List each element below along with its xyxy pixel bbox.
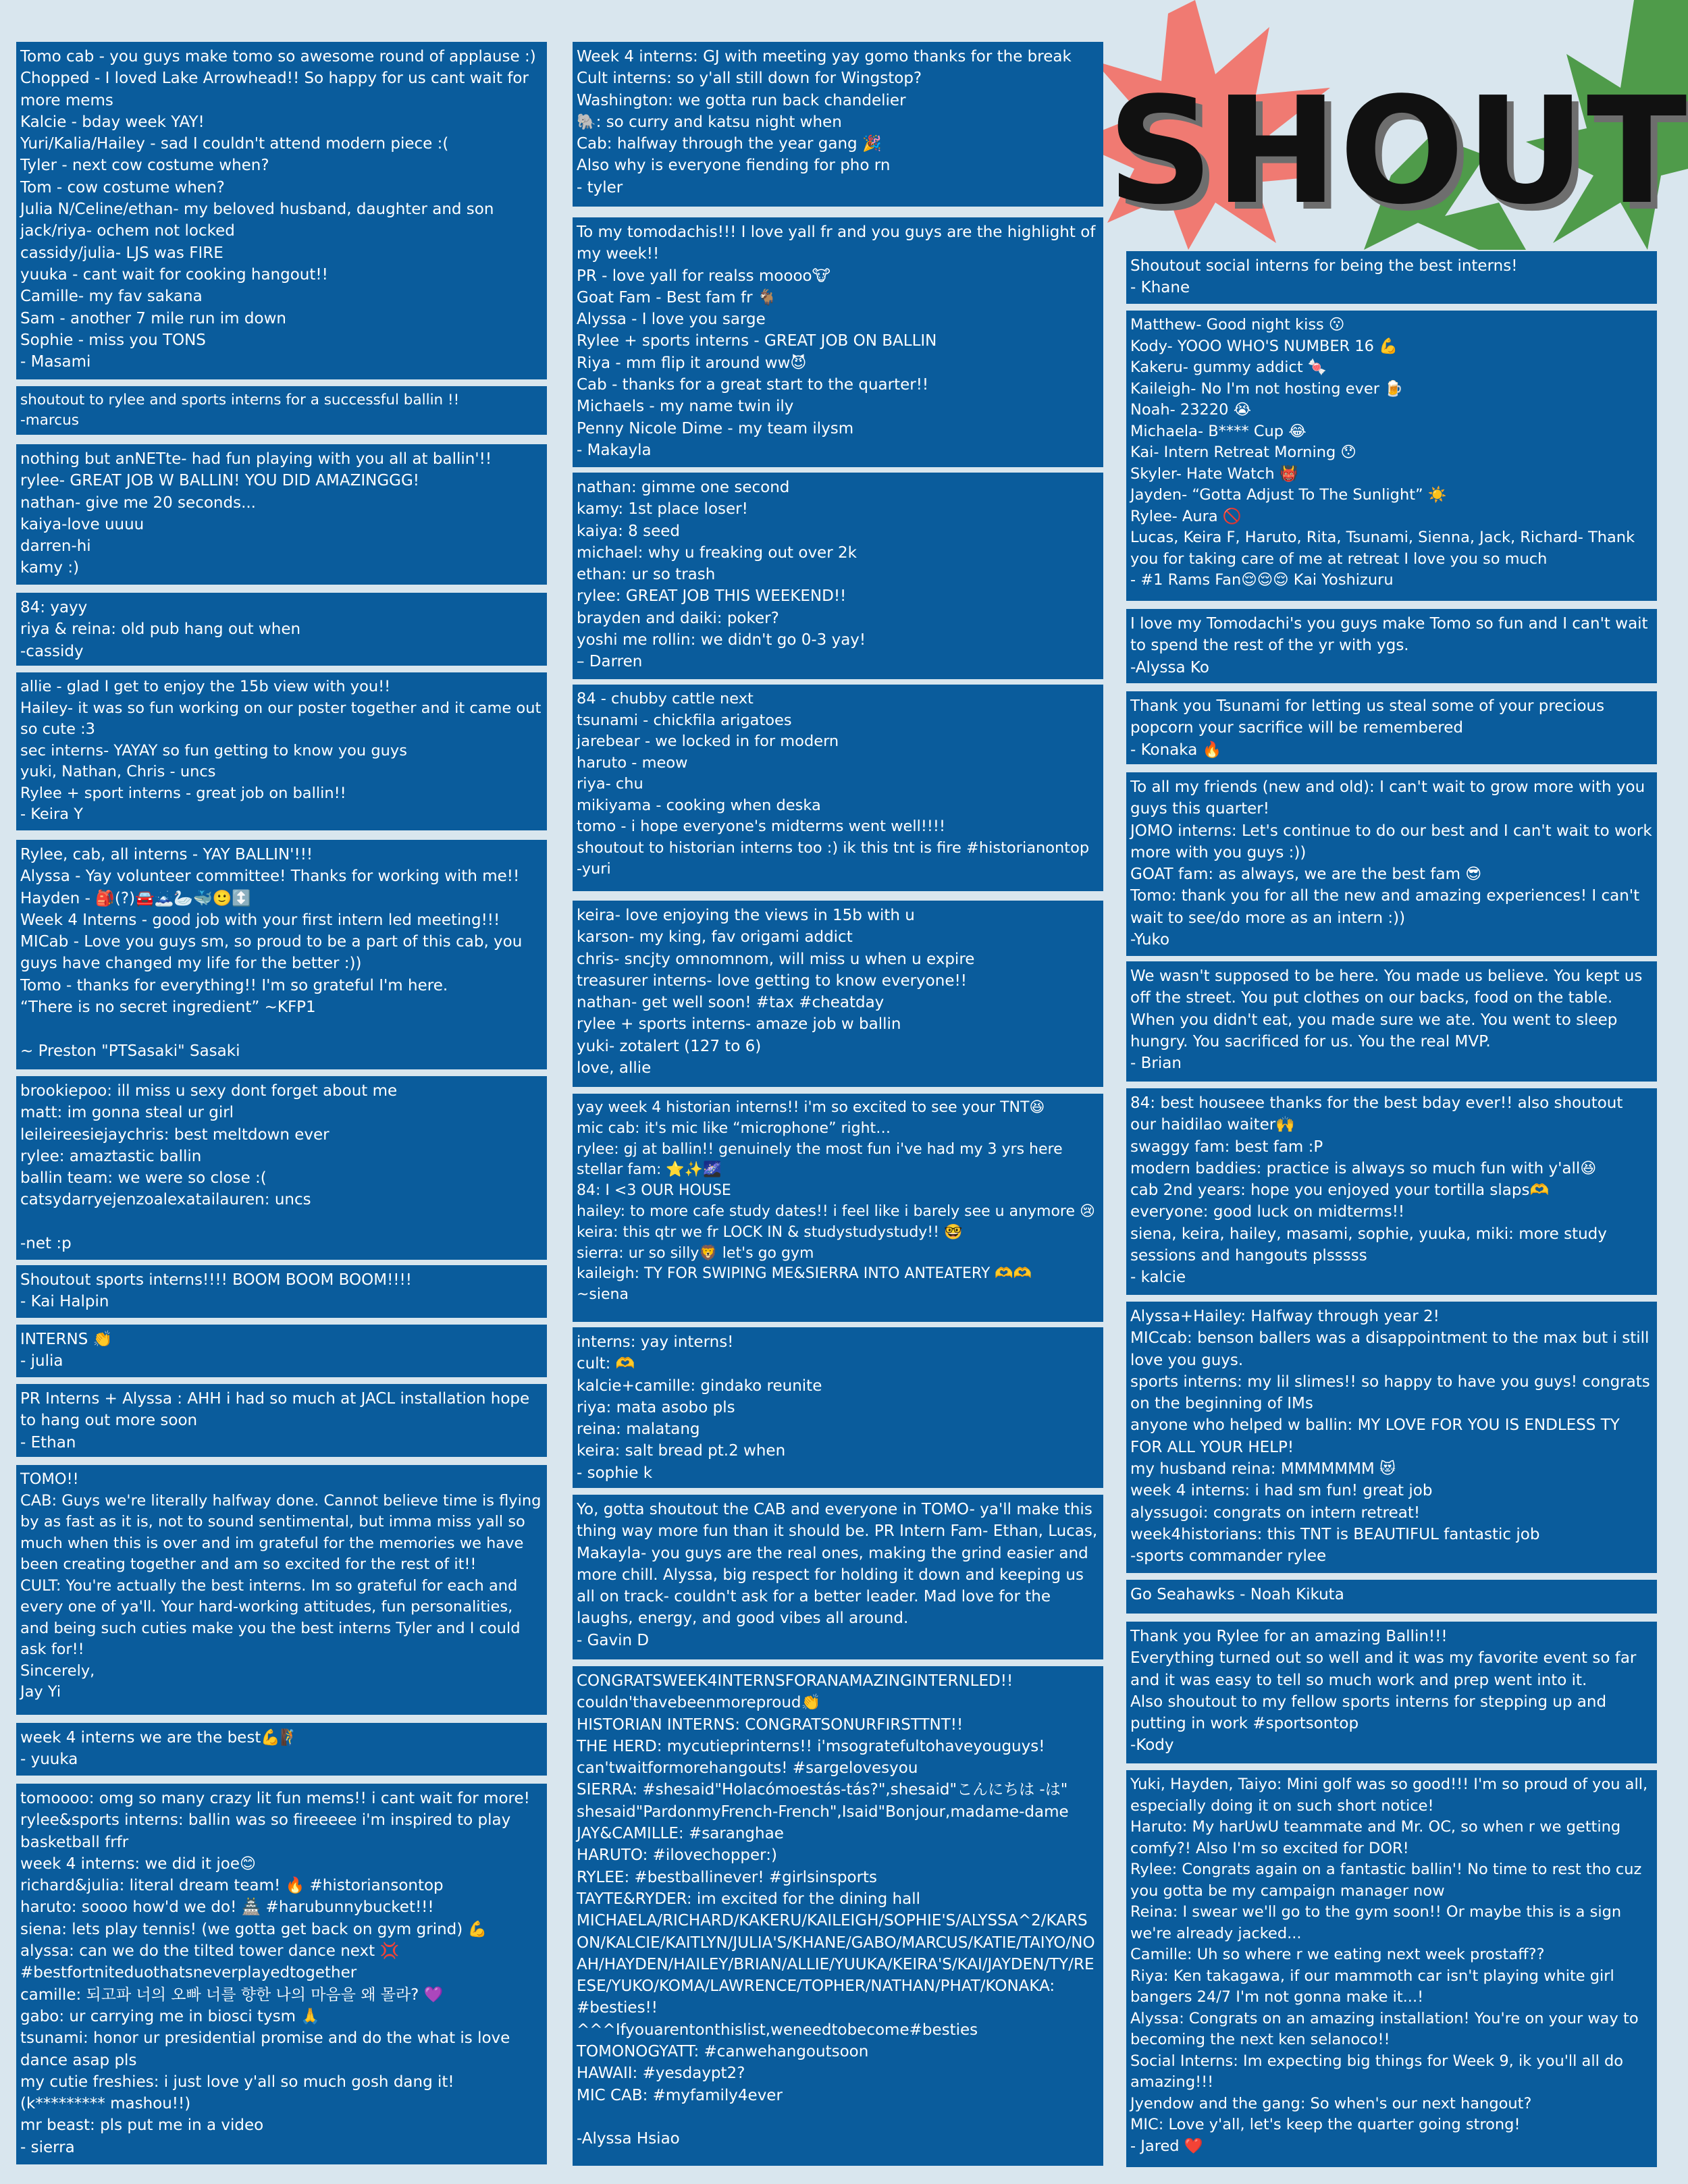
shoutout-card bbox=[1126, 1580, 1657, 1614]
shoutout-text: Rylee, cab, all interns - YAY BALLIN'!!! Alyssa - Yay volunteer committee! Thanks for working with me!! Hayden - 🎒(?)🚘🗻🦢🐳🙂↕️ Week 4 Interns - good job with your first intern led meeting!!! MICab - Love you guys sm, so proud to be a part of this cab, you guys have changed my life for the better :)) Tomo - thanks for everything!! I'm so grateful I'm here. “There is no secret ingredient” ~KFP1 ~ Preston "PTSasaki" Sasaki bbox=[20, 846, 523, 1060]
shout-title: SHOUT bbox=[1107, 66, 1688, 237]
shoutout-card bbox=[16, 1265, 547, 1318]
shoutout-card bbox=[16, 1384, 547, 1457]
shoutout-text: Go Seahawks - Noah Kikuta bbox=[1130, 1586, 1344, 1603]
shoutout-card bbox=[573, 1495, 1103, 1659]
shoutout-card bbox=[16, 1076, 547, 1260]
shoutout-card bbox=[16, 386, 547, 435]
shoutout-card bbox=[573, 42, 1103, 207]
shoutout-text: Tomo cab - you guys make tomo so awesome round of applause :) Chopped - I loved Lake Arrowhead!! So happy for us cant wait for more mems Kalcie - bday week YAY! Yuri/Kalia/Hailey - sad I couldn't attend modern piece :( Tyler - next cow costume when? Tom - cow costume when? Julia N/Celine/ethan- my beloved husband, daughter and son jack/riya- ochem not locked cassidy/julia- LJS was FIRE yuuka - cant wait for cooking hangout!! Camille- my fav sakana Sam - another 7 mile run im down Sophie - miss you TONS - Masami bbox=[20, 48, 536, 371]
shoutout-text: CONGRATSWEEK4INTERNSFORANAMAZINGINTERNLED!! couldn'thavebeenmoreproud👏 HISTORIAN INTERNS: CONGRATSONURFIRSTTNT!! THE HERD: mycutieprinterns!! i'msogratefultohaveyouguys! can'twaitformorehangouts! #sargelovesyou SIERRA: #shesaid"Holacómoestás-tás?",shesaid"こんにちは -は" shesaid"PardonmyFrench-French",Isaid"Bonjour,madame-dame JAY&CAMILLE: #saranghae HARUTO: #ilovechopper:) RYLEE: #bestballinever! #girlsinsports TAYTE&RYDER: im excited for the dining hall MICHAELA/RICHARD/KAKERU/KAILEIGH/SOPHIE'S/ALYSSA^2/KARSON/KALCIE/KAITLYN/JULIA'S/KHANE/GABO/MARCUS/KATIE/TAIYO/NOAH/HAYDEN/HAILEY/BRIAN/ALLIE/YUUKA/KEIRA'S/KAI/JAYDEN/TY/REESE/YUKO/KOMA/LAWRENCE/TOPHER/NATHAN/PHAT/KONAKA: #besties!! ^^^Ifyouarentonthislist,weneedtobecome#besties TOMONOGYATT: #canwehangoutsoon HAWAII: #yesdaypt2? MIC CAB: #myfamily4ever -Alyssa Hsiao bbox=[577, 1672, 1095, 2148]
shoutout-text: Matthew- Good night kiss 😗 Kody- YOOO WHO'S NUMBER 16 💪 Kakeru- gummy addict 🍬 Kaileigh- No I'm not hosting ever 🍺 Noah- 23220 😭 Michaela- B**** Cup 😂 Kai- Intern Retreat Morning 😯 Skyler- Hate Watch 👹 Jayden- “Gotta Adjust To The Sunlight” ☀️ Rylee- Aura 🚫 Lucas, Keira F, Haruto, Rita, Tsunami, Sienna, Jack, Richard- Thank you for taking care of me at retreat I love you so much - #1 Rams Fan😌😌😌 Kai Yoshizuru bbox=[1130, 316, 1635, 589]
shoutout-card bbox=[16, 593, 547, 666]
shoutout-text: keira- love enjoying the views in 15b with u karson- my king, fav origami addict chris- sncjty omnomnom, will miss u when u expire treasurer interns- love getting to know everyone!! nathan- get well soon! #tax #cheatday rylee + sports interns- amaze job w ballin yuki- zotalert (127 to 6) love, allie bbox=[577, 907, 975, 1077]
shoutout-card bbox=[573, 473, 1103, 679]
shoutout-card bbox=[573, 901, 1103, 1087]
shoutout-text: TOMO!! CAB: Guys we're literally halfway done. Cannot believe time is flying by as fast as it is, not to sound sentimental, but imma miss yall so much when this is over and im grateful for the memories we have been creating together and am so excited for the rest of it!! CULT: You're actually the best interns. Im so grateful for each and every one of ya'll. Your hard-working attitudes, fun personalities, and being such cuties make you the best interns Tyler and I could ask for!! Sincerely, Jay Yi bbox=[20, 1470, 542, 1701]
shoutout-card bbox=[16, 444, 547, 585]
shoutout-card bbox=[1126, 772, 1657, 956]
shoutout-card bbox=[573, 1666, 1103, 2166]
shoutout-card bbox=[1126, 691, 1657, 764]
shoutout-text: INTERNS 👏 - julia bbox=[20, 1331, 113, 1370]
shoutout-text: interns: yay interns! cult: 🫶 kalcie+camille: gindako reunite riya: mata asobo pls reina: malatang keira: salt bread pt.2 when - sophie k bbox=[577, 1333, 822, 1482]
shoutout-card bbox=[1126, 311, 1657, 601]
shoutout-card bbox=[573, 217, 1103, 467]
shoutout-text: brookiepoo: ill miss u sexy dont forget about me matt: im gonna steal ur girl leileireesiejaychris: best meltdown ever rylee: amaztastic ballin ballin team: we were so close :( catsydarryejenzoalexatailauren: uncs -net :p bbox=[20, 1082, 398, 1253]
shoutout-card bbox=[1126, 1770, 1657, 2167]
shoutout-text: 84: yayy riya & reina: old pub hang out when -cassidy bbox=[20, 599, 301, 660]
shoutout-card bbox=[573, 1327, 1103, 1488]
shoutout-text: week 4 interns we are the best💪🧗 - yuuka bbox=[20, 1729, 300, 1769]
shoutout-card bbox=[16, 1465, 547, 1715]
shoutout-text: shoutout to rylee and sports interns for a successful ballin !! -marcus bbox=[20, 392, 460, 429]
shoutout-card bbox=[1126, 1088, 1657, 1295]
shoutout-text: 84: best houseee thanks for the best bday ever!! also shoutout our haidilao waiter🙌 swaggy fam: best fam :P modern baddies: practice is always so much fun with y'all😆 cab 2nd years: hope you enjoyed your tortilla slaps🫶 everyone: good luck on midterms!! siena, keira, hailey, masami, sophie, yuuka, miki: more study sessions and hangouts plsssss - kalcie bbox=[1130, 1094, 1623, 1287]
shoutout-text: To all my friends (new and old): I can't wait to grow more with you guys this quarter! JOMO interns: Let's continue to do our best and I can't wait to work more with you guys :)) GOAT fam: as always, we are the best fam 😎 Tomo: thank you for all the new and amazing experiences! I can't wait to see/do more as an intern :)) -Yuko bbox=[1130, 778, 1652, 949]
shoutout-text: I love my Tomodachi's you guys make Tomo so fun and I can't wait to spend the rest of the yr with ygs. -Alyssa Ko bbox=[1130, 615, 1648, 676]
shoutout-text: 84 - chubby cattle next tsunami - chickfila arigatoes jarebear - we locked in for modern haruto - meow riya- chu mikiyama - cooking when deska tomo - i hope everyone's midterms went well!!!! shoutout to historian interns too :) ik this tnt is fire #historianontop -yuri bbox=[577, 690, 1090, 878]
shoutout-card bbox=[16, 1784, 547, 2164]
shoutout-text: nathan: gimme one second kamy: 1st place loser! kaiya: 8 seed michael: why u freaking out over 2k ethan: ur so trash rylee: GREAT JOB THIS WEEKEND!! brayden and daiki: poker? yoshi me rollin: we didn't go 0-3 yay! – Darren bbox=[577, 479, 866, 671]
shoutout-text: Week 4 interns: GJ with meeting yay gomo thanks for the break Cult interns: so y'all still down for Wingstop? Washington: we gotta run back chandelier 🐘: so curry and katsu night when Cab: halfway through the year gang 🎉 Also why is everyone fiending for pho rn - tyler bbox=[577, 48, 1072, 196]
shoutout-card bbox=[16, 1325, 547, 1377]
shoutout-card bbox=[573, 685, 1103, 891]
shoutout-text: Yo, gotta shoutout the CAB and everyone in TOMO- ya'll make this thing way more fun than it should be. PR Intern Fam- Ethan, Lucas, Makayla- you guys are the real ones, making the grind easier and more chill. Alyssa, big respect for holding it down and keeping us all on track- couldn't ask for a better leader. Mad love for the laughs, energy, and good vibes all around. - Gavin D bbox=[577, 1501, 1098, 1649]
shoutout-card bbox=[16, 672, 547, 830]
shoutout-text: Shoutout social interns for being the best interns! - Khane bbox=[1130, 257, 1518, 297]
shoutout-card bbox=[16, 42, 547, 379]
shoutout-card bbox=[1126, 1302, 1657, 1573]
shoutout-text: Thank you Rylee for an amazing Ballin!!! Everything turned out so well and it was my favorite event so far and it was easy to tell so much work and prep went into it. Also shoutout to my fellow sports interns for stepping up and putting in work #sportsontop -Kody bbox=[1130, 1628, 1637, 1755]
shoutout-card bbox=[16, 1723, 547, 1776]
shoutout-text: allie - glad I get to enjoy the 15b view with you!! Hailey- it was so fun working on our poster together and it came out so cute :3 sec interns- YAYAY so fun getting to know you guys yuki, Nathan, Chris - uncs Rylee + sport interns - great job on ballin!! - Keira Y bbox=[20, 678, 542, 823]
shoutout-text: tomoooo: omg so many crazy lit fun mems!! i cant wait for more! rylee&sports interns: ballin was so fireeeee i'm inspired to play basketball frfr week 4 interns: we did it joe😊 richard&julia: literal dream team! 🔥 #historiansontop haruto: soooo how'd we do! 🏯 #harubunnybucket!!! siena: lets play tennis! (we gotta get back on gym grind) 💪 alyssa: can we do the tilted tower dance next 💢 #bestfortniteduothatsneverplayedtogether camille: 되고파 너의 오빠 너를 향한 나의 마음을 왜 몰라? 💜 gabo: ur carrying me in biosci tysm 🙏 tsunami: honor ur presidential promise and do the what is love dance asap pls my cutie freshies: i just love y'all so much gosh dang it! (k********* mashou!!) mr beast: pls put me in a video - sierra bbox=[20, 1790, 530, 2156]
shoutout-text: PR Interns + Alyssa : AHH i had so much at JACL installation hope to hang out more soon - Ethan bbox=[20, 1390, 530, 1451]
shoutout-card bbox=[16, 840, 547, 1069]
shoutout-card bbox=[1126, 251, 1657, 304]
shoutout-card bbox=[573, 1094, 1103, 1322]
shoutout-text: Thank you Tsunami for letting us steal some of your precious popcorn your sacrifice will be remembered - Konaka 🔥 bbox=[1130, 697, 1605, 759]
shoutout-text: yay week 4 historian interns!! i'm so excited to see your TNT😆 mic cab: it's mic like “microphone” right… rylee: gj at ballin!! genuinely the most fun i've had my 3 yrs here stellar fam: ⭐✨🌌 84: I <3 OUR HOUSE hailey: to more cafe study dates!! i feel like i barely see u anymore 😢 keira: this qtr we fr LOCK IN & studystudystudy!! 🤓 sierra: ur so silly🦁 let's go gym kaileigh: TY FOR SWIPING ME&SIERRA INTO ANTEATERY 🫶🫶 ~siena bbox=[577, 1099, 1095, 1304]
shoutout-card bbox=[1126, 609, 1657, 683]
shoutout-text: nothing but anNETte- had fun playing with you all at ballin'!! rylee- GREAT JOB W BALLIN! YOU DID AMAZINGGG! nathan- give me 20 seconds... kaiya-love uuuu darren-hi kamy :) bbox=[20, 450, 492, 577]
shoutout-text: To my tomodachis!!! I love yall fr and you guys are the highlight of my week!! PR - love yall for realss moooo🐮 Goat Fam - Best fam fr 🐐 Alyssa - I love you sarge Rylee + sports interns - GREAT JOB ON BALLIN Riya - mm flip it around ww😈 Cab - thanks for a great start to the quarter!! Michaels - my name twin ily Penny Nicole Dime - my team ilysm - Makayla bbox=[577, 223, 1096, 459]
shoutout-text: Yuki, Hayden, Taiyo: Mini golf was so good!!! I'm so proud of you all, especially doing it on such short notice! Haruto: My harUwU teammate and Mr. OC, so when r we getting comfy?! Also I'm so excited for DOR! Rylee: Congrats again on a fantastic ballin'! No time to rest tho cuz you gotta be my campaign manager now Reina: I swear we'll go to the gym soon!! Or maybe this is a sign we're already jacked... Camille: Uh so where r we eating next week prostaff?? Riya: Ken takagawa, if our mammoth car isn't playing white girl bangers 24/7 I'm not gonna make it...! Alyssa: Congrats on an amazing installation! You're on your way to becoming the next ken selanoco!! Social Interns: Im expecting big things for Week 9, ik you'll all do amazing!!! Jyendow and the gang: So when's our next hangout? MIC: Love y'all, let's keep the quarter going strong! - Jared ❤️ bbox=[1130, 1776, 1648, 2155]
shoutout-card bbox=[1126, 1622, 1657, 1763]
shoutout-text: We wasn't supposed to be here. You made us believe. You kept us off the street. You put clothes on our backs, food on the table. When you didn't eat, you made sure we ate. You went to sleep hungry. You sacrificed for us. You the real MVP. - Brian bbox=[1130, 967, 1643, 1073]
shoutout-card bbox=[1126, 961, 1657, 1082]
shoutout-text: Shoutout sports interns!!!! BOOM BOOM BOOM!!!! - Kai Halpin bbox=[20, 1271, 412, 1311]
shoutout-text: Alyssa+Hailey: Halfway through year 2! MICcab: benson ballers was a disappointment to the max but i still love you guys. sports interns: my lil slimes!! so happy to have you guys! congrats on the beginning of IMs anyone who helped w ballin: MY LOVE FOR YOU IS ENDLESS TY FOR ALL YOUR HELP! my husband reina: MMMMMMM 😻 week 4 interns: i had sm fun! great job alyssugoi: congrats on intern retreat! week4historians: this TNT is BEAUTIFUL fantastic job -sports commander rylee bbox=[1130, 1308, 1650, 1566]
